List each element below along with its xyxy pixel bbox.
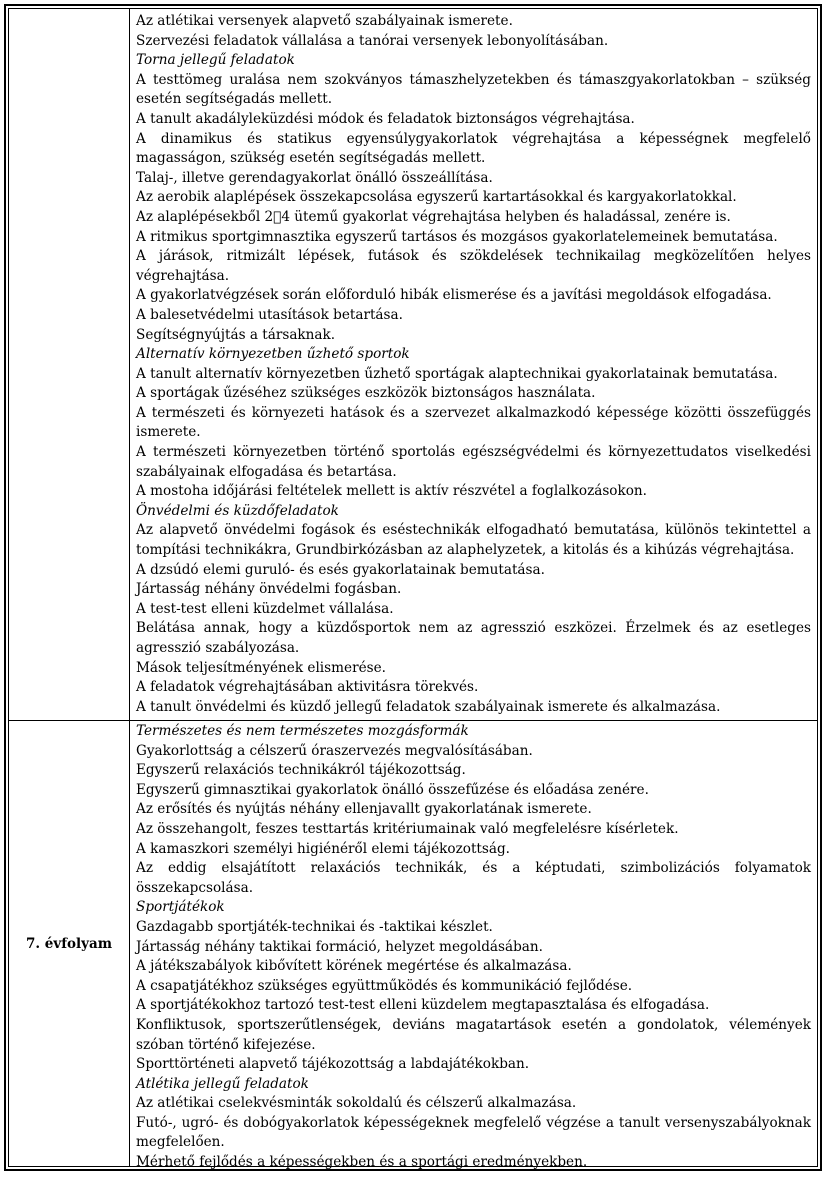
curriculum-table [4,4,822,1171]
requirement-line: A tanult önvédelmi és küzdő jellegű feladatok szabályainak ismerete és alkalmazása. [136,698,721,715]
table-inner-border [8,8,818,1171]
requirement-line: Az eddig elsajátított relaxációs technikák, és a képtudati, szimbolizációs folyamatok összekapcsolása. [136,860,811,896]
requirement-line: Egyszerű gimnasztikai gyakorlatok önálló összefűzése és előadása zenére. [136,781,649,798]
requirements-cell-top [136,12,811,717]
requirement-line: Talaj-, illetve gerendagyakorlat önálló összeállítása. [136,169,493,186]
column-divider [129,9,130,1166]
requirement-line: A sportjátékokhoz tartozó test-test elleni küzdelem megtapasztalása és elfogadása. [136,997,710,1014]
requirement-line: Az összehangolt, feszes testtartás kritériumainak való megfelelésre kísérletek. [136,820,679,837]
requirement-line: A mostoha időjárási feltételek mellett is aktív részvétel a foglalkozásokon. [136,483,647,500]
requirement-line: A gyakorlatvégzések során előforduló hibák elismerése és a javítási megoldások elfogadása. [136,287,772,304]
requirement-line: Szervezési feladatok vállalása a tanórai versenyek lebonyolításában. [136,32,609,49]
requirement-line: A természeti környezetben történő sportolás egészségvédelmi és környezettudatos viselkedési szabályainak elfogadása és betartása. [136,444,811,480]
requirement-line: A balesetvédelmi utasítások betartása. [136,306,403,323]
requirements-cell-grade-7 [136,722,811,1173]
requirement-line: Az alapvető önvédelmi fogások és eséstechnikák elfogadható bemutatása, különös tekintettel a tompítási technikákra, Grundbirkózásban az alaphelyzetek, a kitolás és a kihúzás végrehajtása. [136,522,811,559]
section-heading: Természetes és nem természetes mozgásformák [136,723,469,739]
requirement-line: A járások, ritmizált lépések, futások és szökdelések technikailag megközelítően helyes végrehajtása. [136,248,811,284]
requirement-line: Jártasság néhány taktikai formáció, helyzet megoldásában. [136,938,543,955]
requirement-line: Belátása annak, hogy a küzdősportok nem az agresszió eszközei. Érzelmek és az esetleges agresszió szabályozása. [136,620,811,656]
requirement-line: A kamaszkori személyi higiénéről elemi tájékozottság. [136,840,510,857]
requirement-line: A testtömeg uralása nem szokványos támaszhelyzetekben és támaszgyakorlatokban – szükség esetén segítségadás mellett. [136,71,811,108]
requirement-line: A dinamikus és statikus egyensúlygyakorlatok végrehajtása a képességnek megfelelő magasságon, szükség esetén segítségadás mellett. [136,130,811,167]
grade-label: 7. évfolyam [25,935,113,952]
requirement-line: Gazdagabb sportjáték-technikai és -taktikai készlet. [136,918,493,935]
requirement-line: Az aerobik alaplépések összekapcsolása egyszerű kartartásokkal és kargyakorlatokkal. [136,189,737,206]
requirement-line: Sporttörténeti alapvető tájékozottság a labdajátékokban. [136,1056,530,1073]
requirement-line: Jártasság néhány önvédelmi fogásban. [136,581,402,598]
requirement-line: Az alaplépésekből 2⃞4 ütemű gyakorlat végrehajtása helyben és haladással, zenére is. [136,208,731,225]
requirement-line: A test-test elleni küzdelmet vállalása. [136,600,394,617]
requirement-line: Egyszerű relaxációs technikákról tájékozottság. [136,762,466,779]
requirement-line: A tanult akadályleküzdési módok és feladatok biztonságos végrehajtása. [136,110,635,127]
section-heading: Sportjátékok [136,899,225,916]
section-heading: Torna jellegű feladatok [136,52,295,69]
requirement-line: A ritmikus sportgimnasztika egyszerű tartásos és mozgásos gyakorlatelemeinek bemutatása. [136,228,778,245]
section-heading: Önvédelmi és küzdőfeladatok [136,502,339,519]
requirement-line: Mérhető fejlődés a képességekben és a sportági eredményekben. [136,1154,588,1171]
requirement-line: A természeti és környezeti hatások és a szervezet alkalmazkodó képessége közötti összefüggés ismerete. [136,404,811,441]
requirement-line: Az atlétikai cselekvésminták sokoldalú és célszerű alkalmazása. [136,1095,577,1112]
requirement-line: A csapatjátékhoz szükséges együttműködés és kommunikáció fejlődése. [136,977,633,994]
requirement-line: Mások teljesítményének elismerése. [136,659,386,676]
requirement-line: A dzsúdó elemi guruló- és esés gyakorlatainak bemutatása. [136,561,545,578]
requirement-line: Futó-, ugró- és dobógyakorlatok képességeknek megfelelő végzése a tanult versenyszabályoknak megfelelően. [136,1114,811,1151]
requirement-line: Segítségnyújtás a társaknak. [136,326,336,343]
requirement-line: Konfliktusok, sportszerűtlenségek, deviáns magatartások esetén a gondolatok, vélemények szóban történő kifejezése. [136,1016,811,1053]
section-heading: Alternatív környezetben űzhető sportok [136,346,410,363]
row-divider [9,720,817,721]
requirement-line: Az erősítés és nyújtás néhány ellenjavallt gyakorlatának ismerete. [136,801,592,818]
requirement-line: Az atlétikai versenyek alapvető szabályainak ismerete. [136,13,513,29]
requirement-line: A feladatok végrehajtásában aktivitásra törekvés. [136,679,479,696]
requirement-line: A tanult alternatív környezetben űzhető sportágak alaptechnikai gyakorlatainak bemutatása. [136,365,778,382]
requirement-line: Gyakorlottság a célszerű óraszervezés megvalósításában. [136,742,533,759]
requirement-line: A sportágak űzéséhez szükséges eszközök biztonságos használata. [136,385,596,402]
section-heading: Atlétika jellegű feladatok [136,1075,309,1092]
requirement-line: A játékszabályok kibővített körének megértése és alkalmazása. [136,958,572,975]
